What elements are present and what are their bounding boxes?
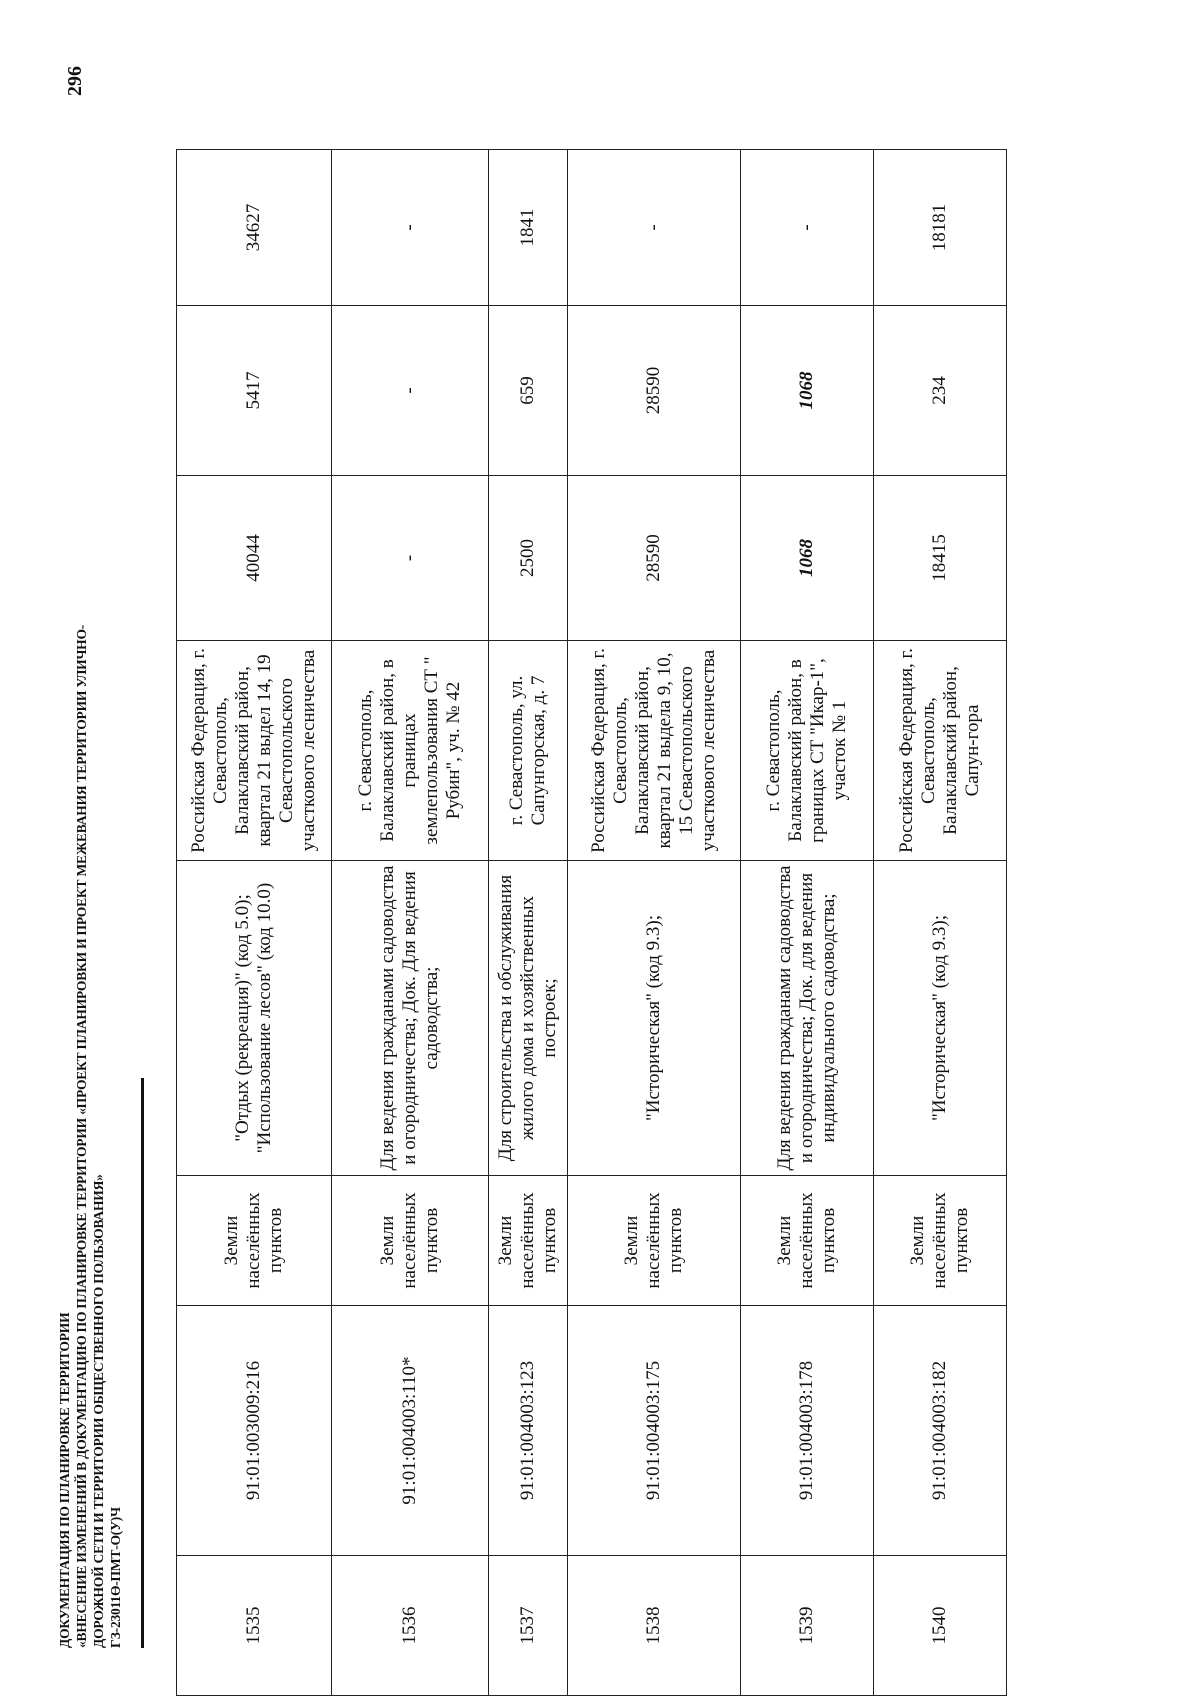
- row-number: 1539: [741, 1556, 874, 1696]
- land-category: Земли населённых пунктов: [332, 1176, 489, 1306]
- location: г. Севастополь, ул. Сапунгорская, д. 7: [489, 641, 568, 861]
- area-remainder: -: [741, 150, 874, 306]
- location: г. Севастополь, Балаклавский район, в границах СТ "Икар-1", участок № 1: [741, 641, 874, 861]
- header-divider: [141, 1078, 144, 1648]
- area-remainder: 1841: [489, 150, 568, 306]
- row-number: 1540: [874, 1556, 1007, 1696]
- land-category: Земли населённых пунктов: [568, 1176, 741, 1306]
- table-row: [332, 150, 489, 1696]
- area-part: 659: [489, 306, 568, 476]
- location: г. Севастополь, Балаклавский район, в границах землепользования СТ " Рубин", уч. № 42: [332, 641, 489, 861]
- area-remainder: -: [332, 150, 489, 306]
- header-line: ДОРОЖНОЙ СЕТИ И ТЕРРИТОРИИ ОБЩЕСТВЕННОГО ПОЛЬЗОВАНИЯ»: [91, 1174, 106, 1648]
- area-remainder: 34627: [177, 150, 332, 306]
- row-number: 1538: [568, 1556, 741, 1696]
- row-number: 1535: [177, 1556, 332, 1696]
- cadastral-number: 91:01:003009:216: [177, 1306, 332, 1556]
- permitted-use: "Историческая" (код 9.3);: [568, 861, 741, 1176]
- page-number: 296: [64, 66, 86, 96]
- land-plots-table: [176, 149, 1007, 1696]
- header-line: ГЗ-23011Ө-ПМТ-О(У)Ч: [108, 1507, 123, 1648]
- cadastral-number: 91:01:004003:178: [741, 1306, 874, 1556]
- permitted-use: Для ведения гражданами садоводства и огородничества; Док. Для ведения садоводства;: [332, 861, 489, 1176]
- table-row: [489, 150, 568, 1696]
- table-row: [568, 150, 741, 1696]
- land-category: Земли населённых пунктов: [489, 1176, 568, 1306]
- document-header: [56, 498, 124, 1648]
- area-part: 1068: [741, 306, 874, 476]
- area-total: 40044: [177, 476, 332, 641]
- cadastral-number: 91:01:004003:182: [874, 1306, 1007, 1556]
- permitted-use: "Историческая" (код 9.3);: [874, 861, 1007, 1176]
- area-total: 28590: [568, 476, 741, 641]
- row-number: 1536: [332, 1556, 489, 1696]
- location: Российская Федерация, г. Севастополь, Балаклавский район, квартал 21 выдел 14, 19 Севастопольского участкового лесничества: [177, 641, 332, 861]
- row-number: 1537: [489, 1556, 568, 1696]
- land-category: Земли населённых пунктов: [177, 1176, 332, 1306]
- location: Российская Федерация, г. Севастополь, Балаклавский район, квартал 21 выдела 9, 10, 15 Севастопольского участкового лесничества: [568, 641, 741, 861]
- area-remainder: 18181: [874, 150, 1007, 306]
- area-part: 234: [874, 306, 1007, 476]
- area-remainder: -: [568, 150, 741, 306]
- cadastral-number: 91:01:004003:175: [568, 1306, 741, 1556]
- cadastral-number: 91:01:004003:123: [489, 1306, 568, 1556]
- table-row: [874, 150, 1007, 1696]
- table-row: [741, 150, 874, 1696]
- land-category: Земли населённых пунктов: [874, 1176, 1007, 1306]
- land-category: Земли населённых пунктов: [741, 1176, 874, 1306]
- permitted-use: Для строительства и обслуживания жилого дома и хозяйственных построек;: [489, 861, 568, 1176]
- cadastral-number: 91:01:004003:110*: [332, 1306, 489, 1556]
- area-part: 5417: [177, 306, 332, 476]
- area-total: 2500: [489, 476, 568, 641]
- header-line: ДОКУМЕНТАЦИЯ ПО ПЛАНИРОВКЕ ТЕРРИТОРИИ: [57, 1312, 72, 1648]
- area-total: 1068: [741, 476, 874, 641]
- area-total: -: [332, 476, 489, 641]
- area-part: -: [332, 306, 489, 476]
- permitted-use: Для ведения гражданами садоводства и огородничества; Док. для ведения индивидуального садоводства;: [741, 861, 874, 1176]
- area-part: 28590: [568, 306, 741, 476]
- table-row: [177, 150, 332, 1696]
- permitted-use: "Отдых (рекреация)" (код 5.0); "Использование лесов" (код 10.0): [177, 861, 332, 1176]
- location: Российская Федерация, г. Севастополь, Балаклавский район, Сапун-гора: [874, 641, 1007, 861]
- area-total: 18415: [874, 476, 1007, 641]
- header-line: «ВНЕСЕНИЕ ИЗМЕНЕНИЙ В ДОКУМЕНТАЦИЮ ПО ПЛАНИРОВКЕ ТЕРРИТОРИИ «ПРОЕКТ ПЛАНИРОВКИ И ПРОЕКТ МЕЖЕВАНИЯ ТЕРРИТОРИИ УЛИЧНО-: [74, 624, 89, 1648]
